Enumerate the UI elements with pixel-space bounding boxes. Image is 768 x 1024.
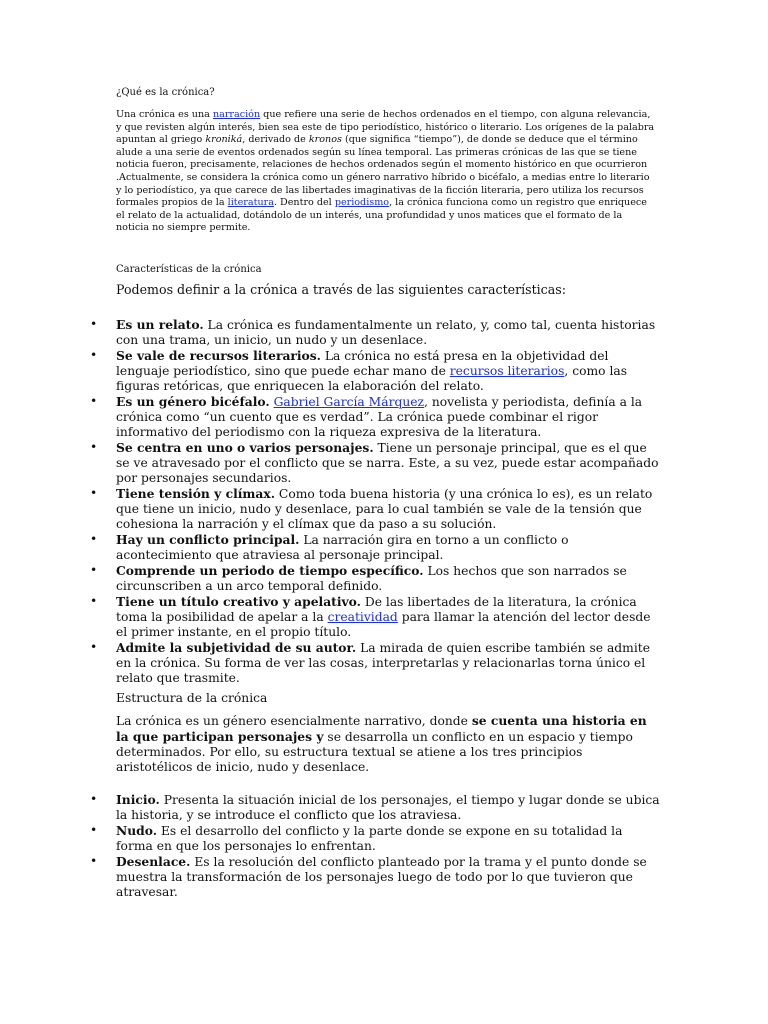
bullet-icon: • <box>90 854 98 868</box>
link-narracion[interactable]: narración <box>212 109 261 120</box>
list-item <box>90 317 660 348</box>
bullet-icon: • <box>90 594 98 608</box>
bullet-icon: • <box>90 823 98 837</box>
bullet-icon: • <box>90 640 98 654</box>
item-text: De las libertades de la literatura, la crónica toma la posibilidad de apelar a la <box>116 595 637 624</box>
structure-paragraph <box>116 713 656 775</box>
characteristics-list <box>90 317 660 686</box>
item-text: La crónica no está presa en la objetividad del lenguaje periodístico, sino que puede echar mano de <box>116 349 609 378</box>
item-heading: Admite la subjetividad de su autor. <box>116 640 357 655</box>
text: . Dentro del <box>273 197 335 209</box>
list-item <box>90 823 660 854</box>
list-item <box>90 486 660 532</box>
characteristics-intro: Podemos definir a la crónica a través de las siguientes características: <box>116 282 566 297</box>
text: , derivado de <box>242 134 309 146</box>
text: Una crónica es una <box>116 109 213 120</box>
list-item <box>90 594 660 640</box>
list-item <box>90 792 660 823</box>
text: , la crónica funciona como un registro que enriquece el relato de la actualidad, dotándolo de un interés, una profundidad y unos matices que el formato de la noticia no siempre permite. <box>116 197 647 234</box>
bold-text: se cuenta una historia en la que participan personajes y <box>116 713 647 744</box>
item-heading: Inicio. <box>116 792 160 807</box>
link-creatividad[interactable]: creatividad <box>327 610 398 624</box>
list-item <box>90 640 660 686</box>
item-text: Es el desarrollo del conflicto y la parte donde se expone en su totalidad la forma en que los personajes lo enfrentan. <box>116 824 623 853</box>
bullet-icon: • <box>90 792 98 806</box>
list-item <box>90 532 660 563</box>
bullet-icon: • <box>90 486 98 500</box>
bullet-icon: • <box>90 394 98 408</box>
item-text: Es la resolución del conflicto planteado por la trama y el punto donde se muestra la transformación de los personajes luego de todo por lo que tuvieron que atravesar. <box>116 855 647 899</box>
intro-paragraph <box>116 109 656 235</box>
item-heading: Es un género bicéfalo. <box>116 394 270 409</box>
list-item <box>90 854 660 900</box>
link-recursos-literarios[interactable]: recursos literarios <box>449 364 565 378</box>
item-text: , novelista y periodista, definía a la crónica como “un cuento que es verdad”. La crónica puede combinar el rigor informativo del periodismo con la riqueza expresiva de la literatura. <box>116 395 643 439</box>
list-item <box>90 348 660 394</box>
text: La crónica es un género esencialmente narrativo, donde <box>116 714 472 728</box>
item-heading: Desenlace. <box>116 854 191 869</box>
text: que refiere una serie de hechos ordenados en el tiempo, con alguna relevancia, y que revisten algún interés, bien sea este de tipo periodístico, histórico o literario. Los orígenes de la palabra apuntan al griego <box>116 109 655 146</box>
section-title-caracteristicas: Características de la crónica <box>116 264 262 275</box>
item-heading: Tiene tensión y clímax. <box>116 486 276 501</box>
item-heading: Es un relato. <box>116 317 204 332</box>
item-text: La crónica es fundamentalmente un relato, y, como tal, cuenta historias con una trama, un inicio, un nudo y un desenlace. <box>116 318 656 347</box>
item-text: Los hechos que son narrados se circunscriben a un arco temporal definido. <box>116 564 627 593</box>
structure-list <box>90 792 660 900</box>
section-title-estructura: Estructura de la crónica <box>116 691 268 705</box>
item-heading: Se centra en uno o varios personajes. <box>116 440 374 455</box>
italic-term: kronos <box>308 134 342 146</box>
item-heading: Nudo. <box>116 823 158 838</box>
list-item <box>90 394 660 440</box>
link-periodismo[interactable]: periodismo <box>334 197 390 209</box>
item-heading: Tiene un título creativo y apelativo. <box>116 594 361 609</box>
bullet-icon: • <box>90 563 98 577</box>
link-literatura[interactable]: literatura <box>227 197 274 209</box>
item-text: Tiene un personaje principal, que es el que se ve atravesado por el conflicto que se narra. Este, a su vez, puede estar acompañado por personajes secundarios. <box>116 441 659 485</box>
item-text: La narración gira en torno a un conflicto o acontecimiento que atraviesa al personaje principal. <box>116 533 569 562</box>
item-text: Presenta la situación inicial de los personajes, el tiempo y lugar donde se ubica la historia, y se introduce el conflicto que los atraviesa. <box>116 793 660 822</box>
section-title-que-es: ¿Qué es la crónica? <box>116 87 215 98</box>
item-text: para llamar la atención del lector desde el primer instante, en el propio título. <box>116 610 651 639</box>
italic-term: kroniká <box>205 134 243 146</box>
bullet-icon: • <box>90 440 98 454</box>
item-heading: Hay un conflicto principal. <box>116 532 300 547</box>
item-text: Como toda buena historia (y una crónica lo es), es un relato que tiene un inicio, nudo y desenlace, para lo cual también se vale de la tensión que cohesiona la narración y el clímax que da paso a su solución. <box>116 487 653 531</box>
text: se desarrolla un conflicto en un espacio y tiempo determinados. Por ello, su estructura textual se atiene a los tres principios aristotélicos de inicio, nudo y desenlace. <box>116 730 633 774</box>
item-heading: Se vale de recursos literarios. <box>116 348 321 363</box>
bullet-icon: • <box>90 532 98 546</box>
item-heading: Comprende un periodo de tiempo específico. <box>116 563 424 578</box>
list-item <box>90 440 660 486</box>
list-item <box>90 563 660 594</box>
item-text: , como las figuras retóricas, que enriquecen la elaboración del relato. <box>116 364 628 393</box>
text: (que significa “tiempo”), de donde se deduce que el término alude a una serie de eventos ordenados según su línea temporal. Las primeras crónicas de las que se tiene noticia fueron, precisamente, relaciones de hechos ordenados según el momento histórico en que ocurrieron .Actualmente, se considera la crónica como un género narrativo híbrido o bicéfalo, a medias entre lo literario y lo periodístico, ya que carece de las libertades imaginativas de la ficción literaria, pero utiliza los recursos formales propios de la <box>116 134 650 209</box>
bullet-icon: • <box>90 317 98 331</box>
bullet-icon: • <box>90 348 98 362</box>
item-text: La mirada de quien escribe también se admite en la crónica. Su forma de ver las cosas, interpretarlas y relacionarlas torna único el relato que trasmite. <box>116 641 650 685</box>
link-gabriel-garcia-marquez[interactable]: Gabriel García Márquez <box>273 395 424 409</box>
